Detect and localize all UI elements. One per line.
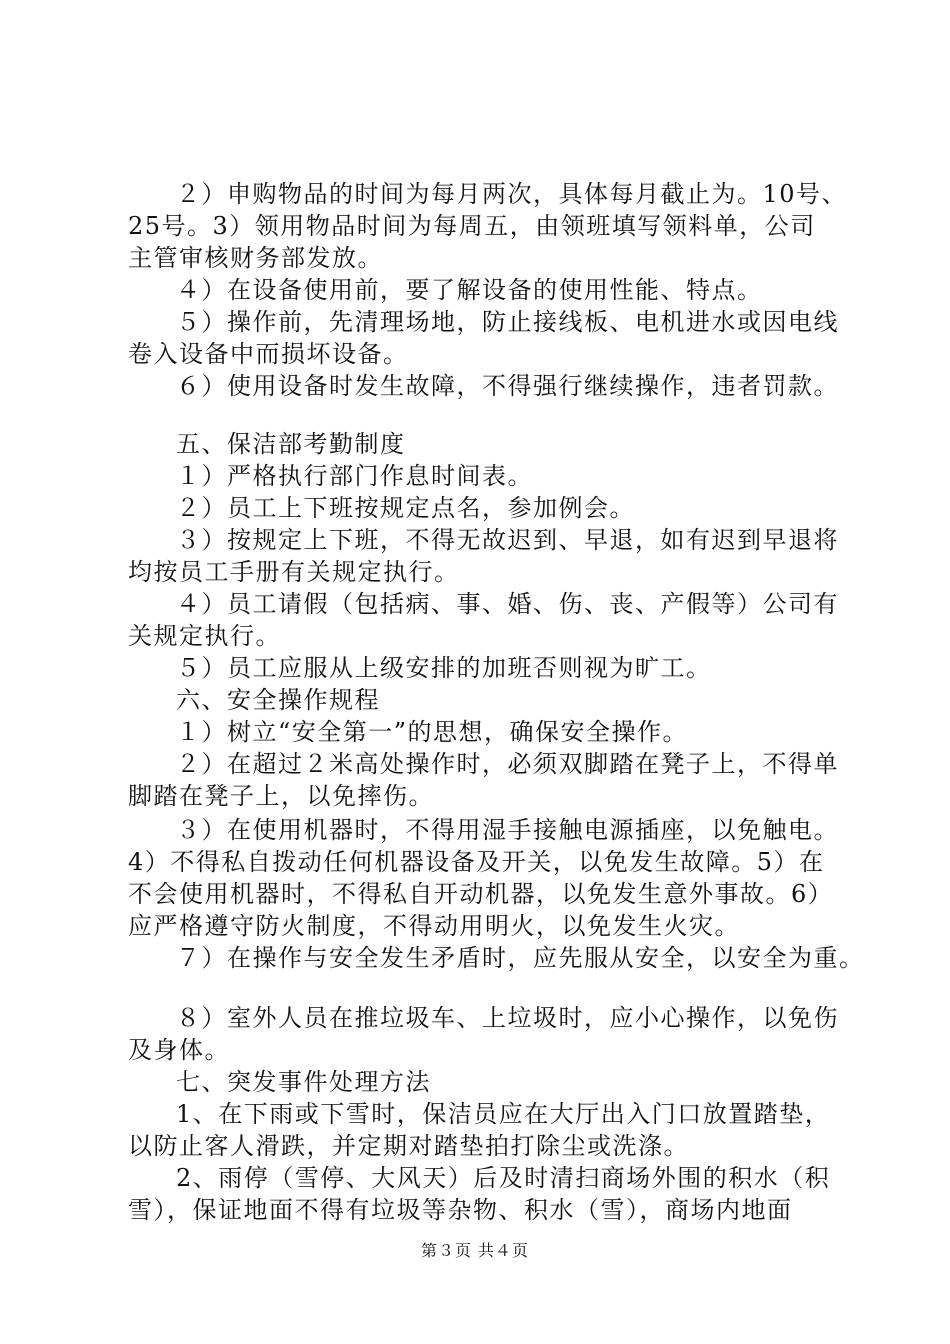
section-heading: 五、保洁部考勤制度 (176, 430, 406, 458)
text-line: 关规定执行。 (128, 622, 281, 650)
text-line: 以防止客人滑跌，并定期对踏垫拍打除尘或洗涤。 (128, 1132, 689, 1160)
text-line: ７）在操作与安全发生矛盾时，应先服从安全，以安全为重。 (176, 944, 865, 972)
text-line: 25号。3）领用物品时间为每周五，由领班填写领料单，公司 (128, 212, 816, 240)
text-line: 2、雨停（雪停、大风天）后及时清扫商场外围的积水（积 (176, 1164, 831, 1192)
text-line: 不会使用机器时，不得私自开动机器，以免发生意外事故。6） (128, 880, 834, 908)
text-line: ６）使用设备时发生故障，不得强行继续操作，违者罚款。 (176, 372, 839, 400)
text-line: ２）在超过２米高处操作时，必须双脚踏在凳子上，不得单 (176, 750, 839, 778)
text-line: ４）在设备使用前，要了解设备的使用性能、特点。 (176, 276, 763, 304)
text-line: 应严格遵守防火制度，不得动用明火，以免发生火灾。 (128, 912, 740, 940)
text-line: １）严格执行部门作息时间表。 (176, 462, 533, 490)
text-line: ３）在使用机器时，不得用湿手接触电源插座，以免触电。 (176, 816, 839, 844)
text-line: ５）员工应服从上级安排的加班否则视为旷工。 (176, 654, 712, 682)
text-line: 脚踏在凳子上，以免摔伤。 (128, 782, 434, 810)
text-line: 主管审核财务部发放。 (128, 244, 383, 272)
text-line: 卷入设备中而损坏设备。 (128, 340, 409, 368)
section-heading: 七、突发事件处理方法 (176, 1068, 431, 1096)
text-line: 4）不得私自拨动任何机器设备及开关，以免发生故障。5）在 (128, 848, 825, 876)
text-line: ５）操作前，先清理场地，防止接线板、电机进水或因电线 (176, 308, 839, 336)
text-line: 雪），保证地面不得有垃圾等杂物、积水（雪），商场内地面 (128, 1196, 793, 1224)
text-line: 均按员工手册有关规定执行。 (128, 558, 460, 586)
text-line: ２）申购物品的时间为每月两次，具体每月截止为。10号、 (176, 180, 848, 208)
text-line: ４）员工请假（包括病、事、婚、伤、丧、产假等）公司有 (176, 590, 839, 618)
text-line: ２）员工上下班按规定点名，参加例会。 (176, 494, 635, 522)
text-line: 及身体。 (128, 1036, 230, 1064)
text-line: ３）按规定上下班，不得无故迟到、早退，如有迟到早退将 (176, 526, 839, 554)
text-line: ８）室外人员在推垃圾车、上垃圾时，应小心操作，以免伤 (176, 1004, 839, 1032)
text-line: 1、在下雨或下雪时，保洁员应在大厅出入门口放置踏垫， (176, 1100, 831, 1128)
page-footer: 第３页 共４页 (420, 1241, 530, 1260)
section-heading: 六、安全操作规程 (176, 686, 380, 714)
text-line: １）树立“安全第一”的思想，确保安全操作。 (176, 718, 689, 746)
